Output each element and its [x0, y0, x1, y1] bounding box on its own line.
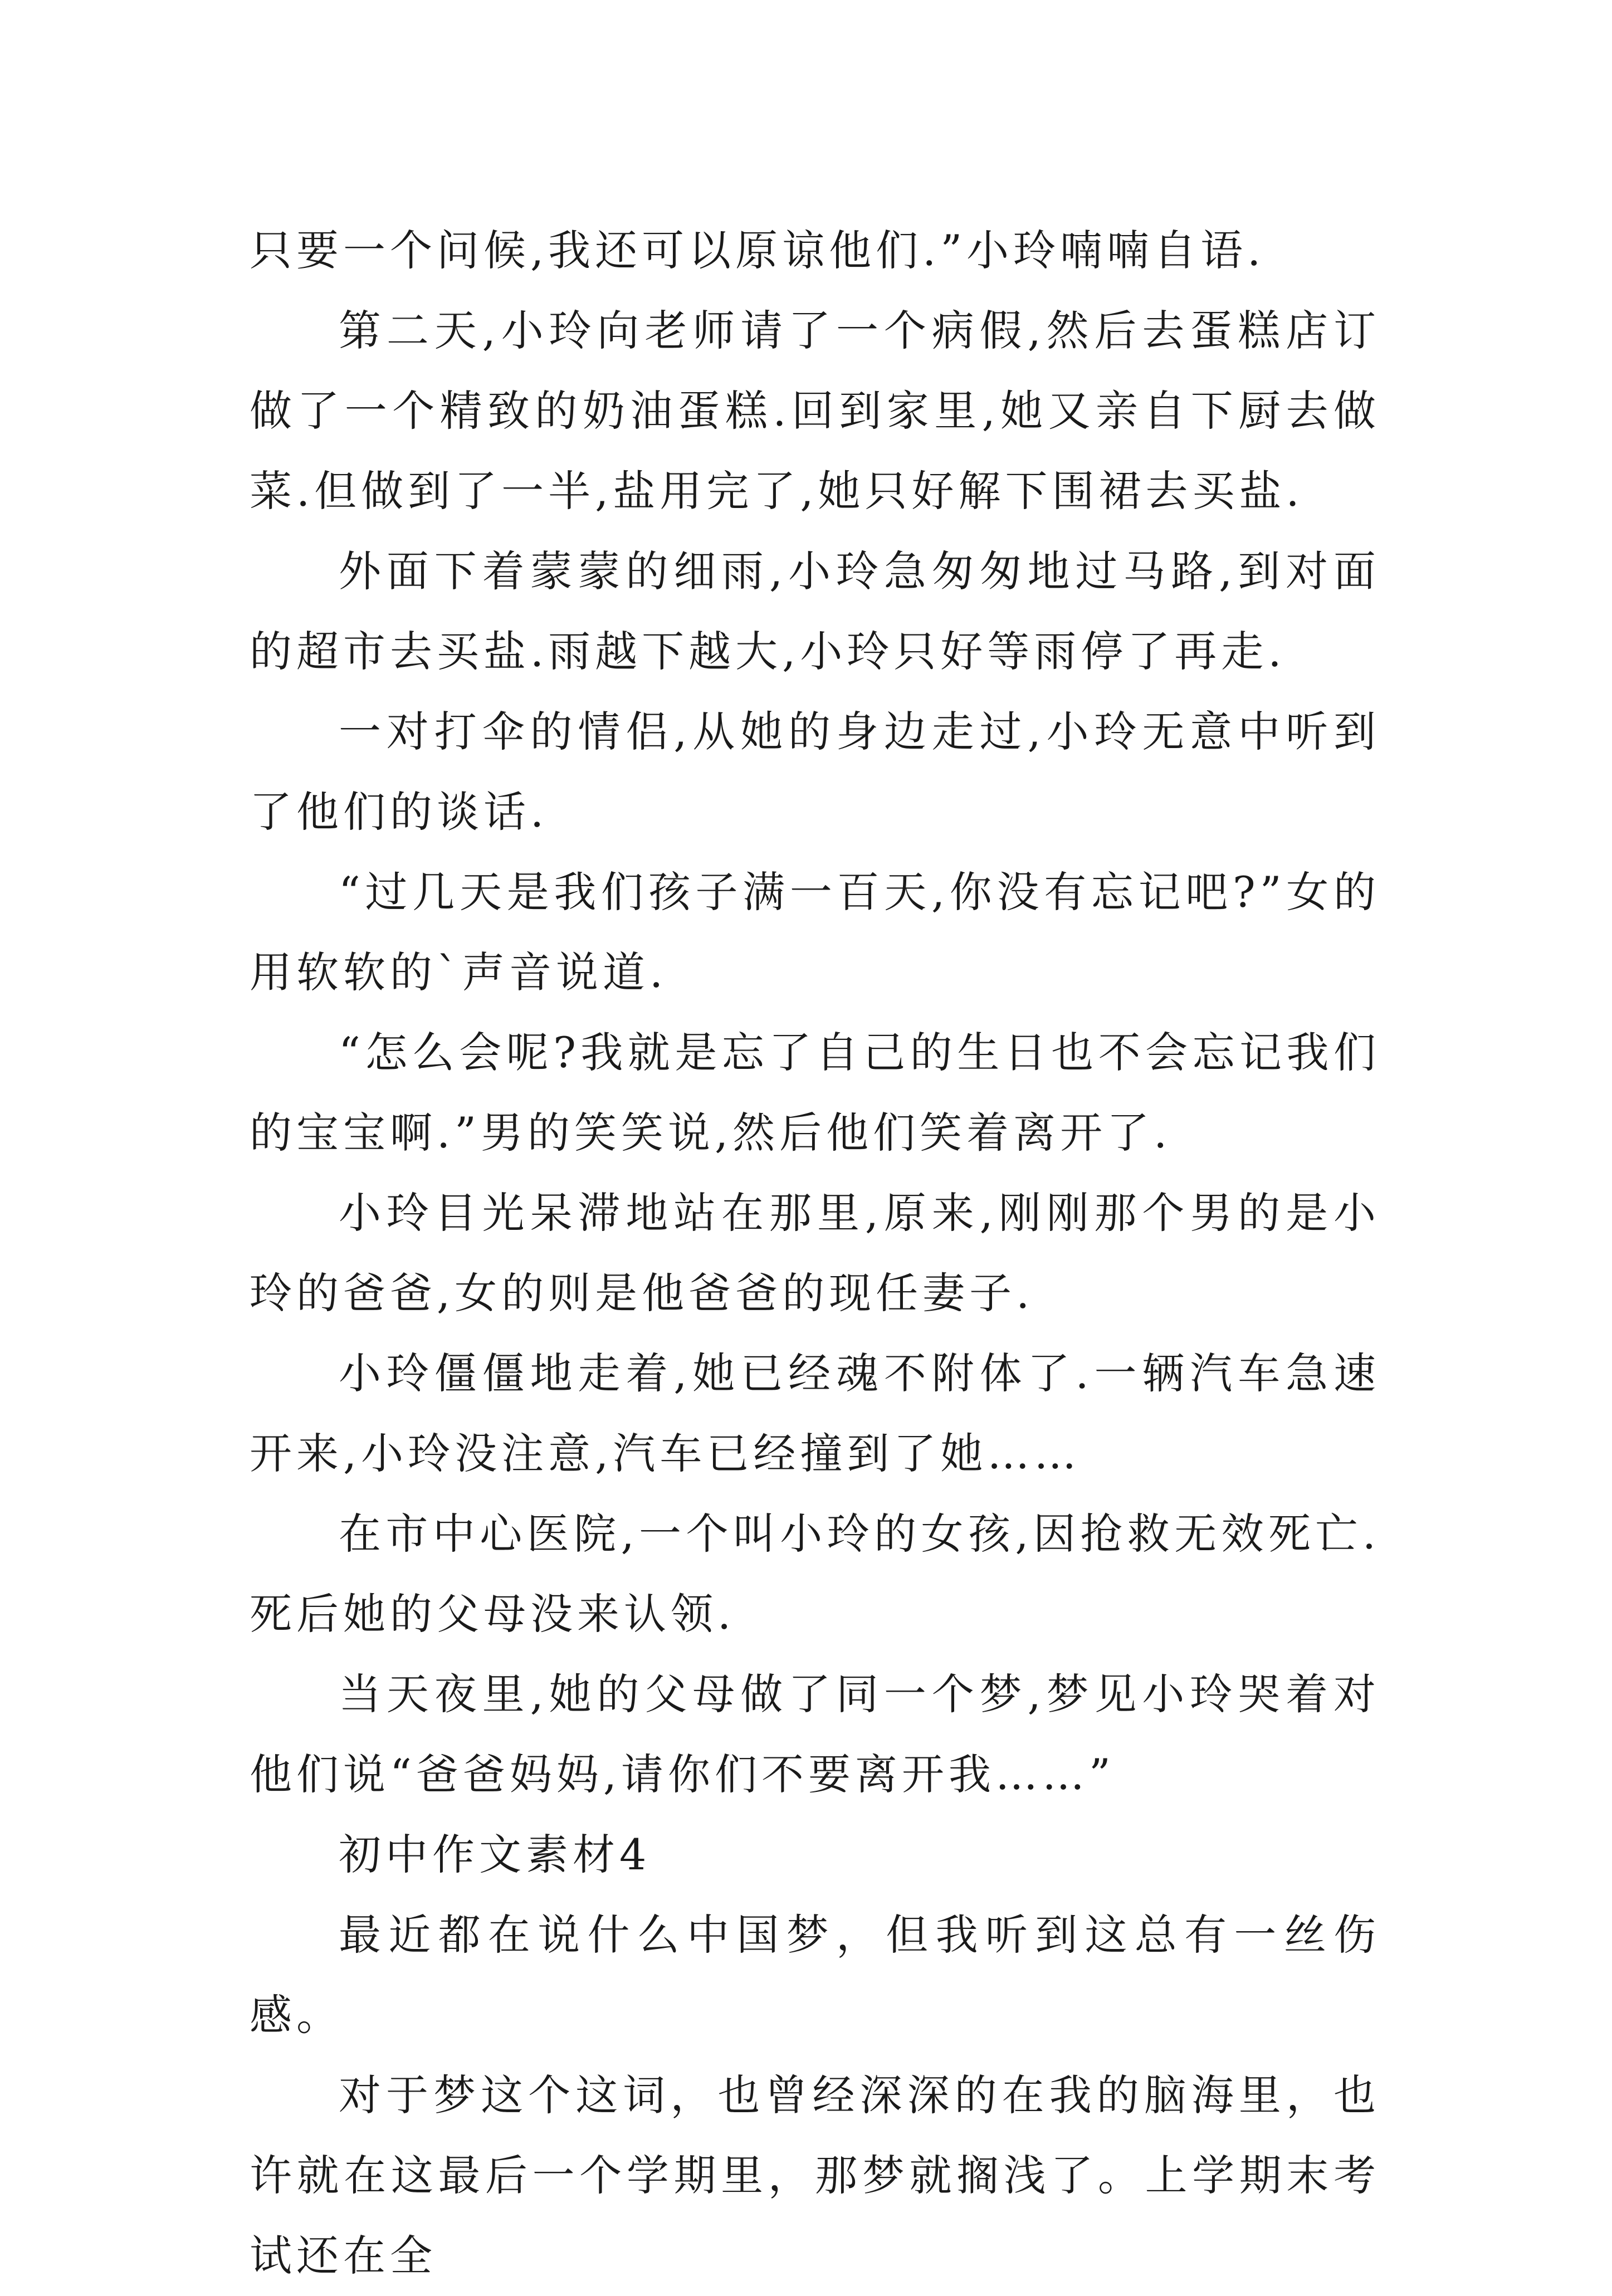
paragraph: 第二天,小玲向老师请了一个病假,然后去蛋糕店订做了一个精致的奶油蛋糕.回到家里,她又亲自下厨去做菜.但做到了一半,盐用完了,她只好解下围裙去买盐.: [250, 306, 1380, 516]
paragraph: 小玲目光呆滞地站在那里,原来,刚刚那个男的是小玲的爸爸,女的则是他爸爸的现任妻子.: [250, 1188, 1380, 1318]
paragraph: 只要一个问候,我还可以原谅他们.”小玲喃喃自语.: [250, 226, 1266, 275]
paragraph: 在市中心医院,一个叫小玲的女孩,因抢救无效死亡.死后她的父母没来认领.: [250, 1509, 1380, 1639]
paragraph: 外面下着蒙蒙的细雨,小玲急匆匆地过马路,到对面的超市去买盐.雨越下越大,小玲只好等雨停了再走.: [250, 546, 1380, 676]
paragraph: 最近都在说什么中国梦，但我听到这总有一丝伤感。: [250, 1910, 1380, 2040]
paragraph: “过几天是我们孩子满一百天,你没有忘记吧?”女的用软软的`声音说道.: [250, 867, 1380, 997]
section-heading: 初中作文素材4: [339, 1830, 651, 1879]
paragraph: 小玲僵僵地走着,她已经魂不附体了.一辆汽车急速开来,小玲没注意,汽车已经撞到了她……: [250, 1349, 1380, 1478]
paragraph: “怎么会呢?我就是忘了自己的生日也不会忘记我们的宝宝啊.”男的笑笑说,然后他们笑着离开了.: [250, 1028, 1380, 1157]
paragraph: 当天夜里,她的父母做了同一个梦,梦见小玲哭着对他们说“爸爸妈妈,请你们不要离开我……”: [250, 1669, 1380, 1799]
paragraph: 一对打伞的情侣,从她的身边走过,小玲无意中听到了他们的谈话.: [250, 707, 1380, 837]
paragraph: 对于梦这个这词，也曾经深深的在我的脑海里，也许就在这最后一个学期里，那梦就搁浅了。上学期末考试还在全: [250, 2070, 1380, 2280]
document-body: [250, 211, 1380, 2296]
